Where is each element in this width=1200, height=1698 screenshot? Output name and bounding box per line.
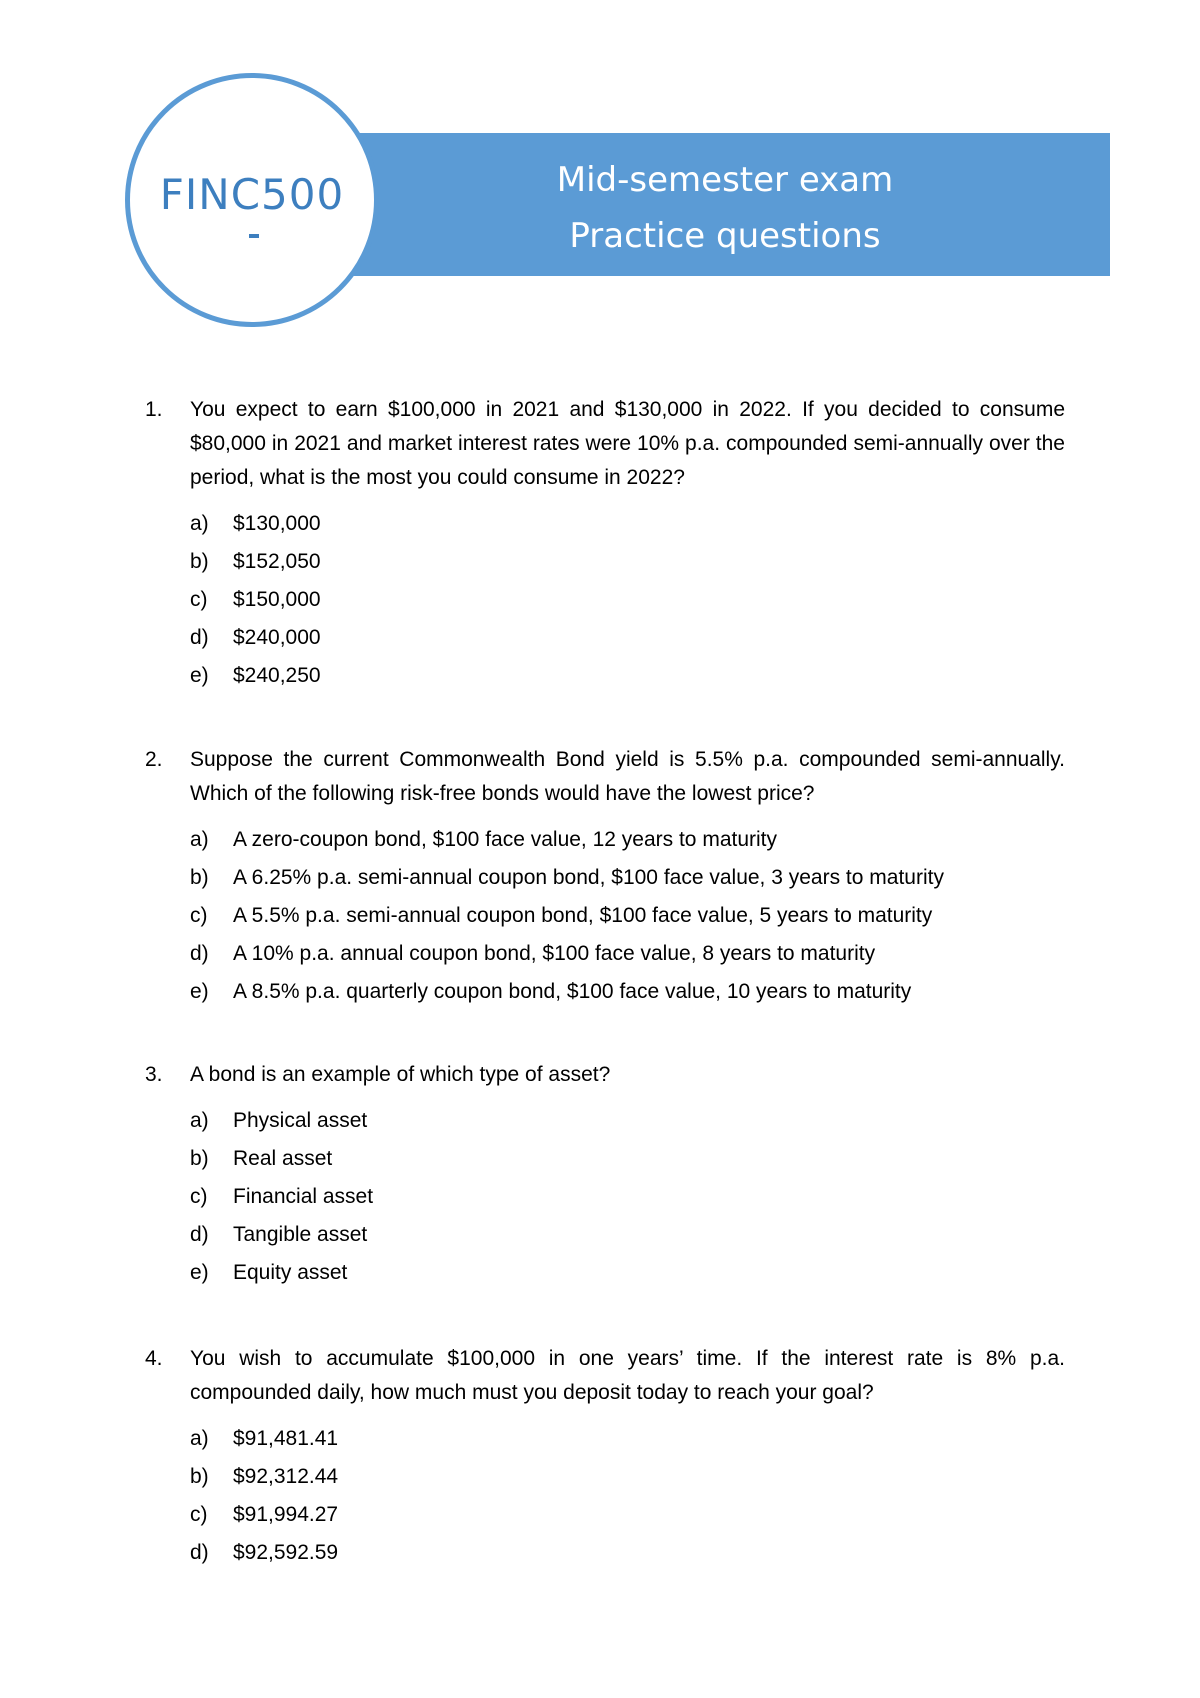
answer-option [190, 619, 1065, 657]
exam-title-line1: Mid-semester exam [556, 160, 894, 200]
answer-option [190, 1216, 1065, 1254]
option-letter: e) [190, 664, 209, 687]
exam-title [480, 152, 970, 264]
answer-option [190, 1140, 1065, 1178]
option-letter: d) [190, 1541, 209, 1564]
option-text: $130,000 [233, 512, 321, 535]
course-code: FINC500 [159, 170, 345, 219]
option-letter: b) [190, 866, 209, 889]
option-letter: b) [190, 550, 209, 573]
question-number: 2. [145, 748, 163, 771]
option-letter: c) [190, 1503, 208, 1526]
answer-options [190, 1420, 1065, 1572]
answer-option [190, 1496, 1065, 1534]
answer-option [190, 657, 1065, 695]
question-4 [145, 1342, 1065, 1572]
answer-options [190, 505, 1065, 695]
option-text: Equity asset [233, 1261, 348, 1284]
question-number: 4. [145, 1347, 163, 1370]
option-text: A 5.5% p.a. semi-annual coupon bond, $100 face value, 5 years to maturity [233, 904, 933, 927]
question-text: Suppose the current Commonwealth Bond yield is 5.5% p.a. compounded semi-annually. Which of the following risk-free bonds would have the lowest price? [190, 748, 1065, 805]
answer-option [190, 1178, 1065, 1216]
option-letter: a) [190, 1427, 209, 1450]
option-text: A 8.5% p.a. quarterly coupon bond, $100 face value, 10 years to maturity [233, 980, 912, 1003]
option-text: $91,994.27 [233, 1503, 339, 1526]
answer-option [190, 1420, 1065, 1458]
answer-option [190, 859, 1065, 897]
question-1 [145, 393, 1065, 695]
option-letter: e) [190, 980, 209, 1003]
option-text: Real asset [233, 1147, 333, 1170]
question-text: You wish to accumulate $100,000 in one years’ time. If the interest rate is 8% p.a. compounded daily, how much must you deposit today to reach your goal? [190, 1347, 1065, 1404]
question-text: A bond is an example of which type of asset? [190, 1063, 611, 1086]
answer-options [190, 821, 1065, 1011]
question-text: You expect to earn $100,000 in 2021 and $130,000 in 2022. If you decided to consume $80,000 in 2021 and market interest rates were 10% p.a. compounded semi-annually over the period, what is the most you could consume in 2022? [190, 398, 1065, 489]
option-text: A 10% p.a. annual coupon bond, $100 face value, 8 years to maturity [233, 942, 876, 965]
answer-option [190, 505, 1065, 543]
option-text: Tangible asset [233, 1223, 368, 1246]
answer-option [190, 1102, 1065, 1140]
question-3 [145, 1058, 1065, 1292]
option-text: $91,481.41 [233, 1427, 339, 1450]
option-text: A zero-coupon bond, $100 face value, 12 years to maturity [233, 828, 778, 851]
answer-options [190, 1102, 1065, 1292]
option-letter: a) [190, 828, 209, 851]
option-letter: d) [190, 626, 209, 649]
option-letter: b) [190, 1147, 209, 1170]
answer-option [190, 1458, 1065, 1496]
option-letter: d) [190, 942, 209, 965]
question-number: 3. [145, 1063, 163, 1086]
option-text: $152,050 [233, 550, 321, 573]
option-text: $240,250 [233, 664, 321, 687]
answer-option [190, 581, 1065, 619]
answer-option [190, 1254, 1065, 1292]
option-text: $92,312.44 [233, 1465, 339, 1488]
answer-option [190, 1534, 1065, 1572]
option-text: A 6.25% p.a. semi-annual coupon bond, $100 face value, 3 years to maturity [233, 866, 944, 889]
option-letter: d) [190, 1223, 209, 1246]
option-text: Physical asset [233, 1109, 368, 1132]
option-letter: c) [190, 1185, 208, 1208]
question-2 [145, 743, 1065, 1011]
question-number: 1. [145, 398, 163, 421]
option-text: $92,592.59 [233, 1541, 339, 1564]
option-text: $150,000 [233, 588, 321, 611]
option-letter: a) [190, 512, 209, 535]
course-code-dash [249, 234, 259, 238]
answer-option [190, 543, 1065, 581]
answer-option [190, 897, 1065, 935]
answer-option [190, 973, 1065, 1011]
option-letter: a) [190, 1109, 209, 1132]
option-letter: e) [190, 1261, 209, 1284]
option-text: Financial asset [233, 1185, 374, 1208]
answer-option [190, 935, 1065, 973]
exam-title-line2: Practice questions [569, 216, 881, 256]
answer-option [190, 821, 1065, 859]
option-letter: c) [190, 904, 208, 927]
option-letter: b) [190, 1465, 209, 1488]
option-text: $240,000 [233, 626, 321, 649]
option-letter: c) [190, 588, 208, 611]
